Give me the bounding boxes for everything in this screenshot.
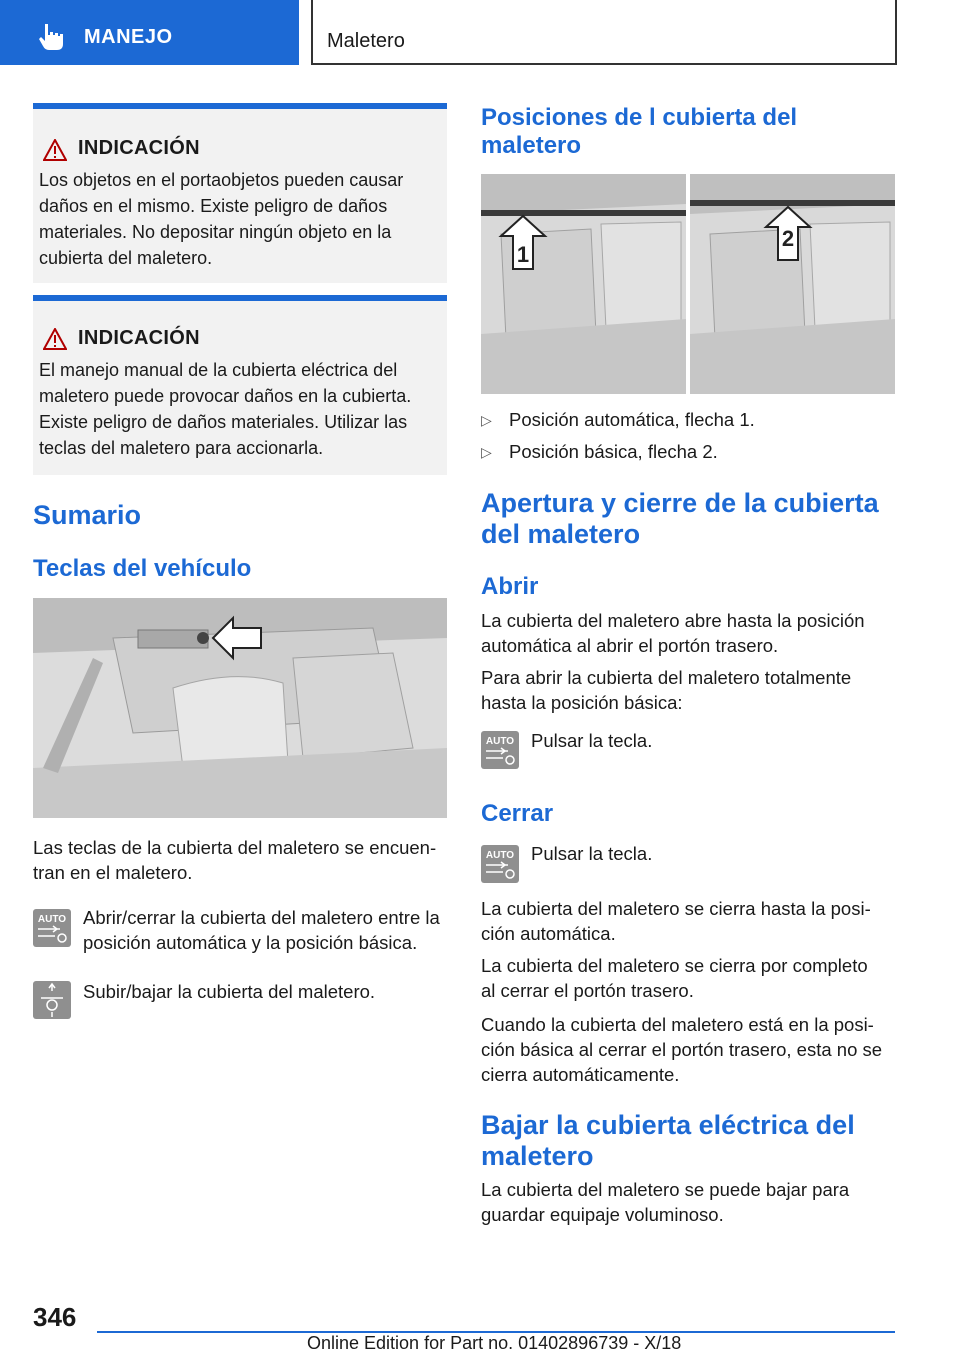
svg-text:2: 2 (781, 226, 795, 251)
section-header (311, 0, 897, 65)
abrir-key-text: Pulsar la tecla. (531, 730, 653, 751)
cerrar-paragraph: Cuando la cubierta del maletero está en la posi- ción básica al cerrar el portón trasero, esta no se cierra automáticamente. (481, 1014, 883, 1085)
svg-text:1: 1 (516, 242, 530, 267)
auto-key-icon (481, 731, 519, 769)
chapter-tab[interactable] (0, 0, 299, 65)
page-number: 346 (33, 1302, 77, 1332)
auto-key-icon (481, 845, 519, 883)
section-heading-sumario: Sumario (33, 500, 142, 530)
svg-text:AUTO: AUTO (485, 736, 515, 747)
bajar-heading: Bajar la cubierta eléctrica del maletero (481, 1110, 855, 1171)
warning-icon (43, 328, 67, 350)
subheading-vehicle-keys: Teclas del vehículo (33, 555, 252, 582)
section-label: Maletero (327, 30, 405, 52)
triangle-bullet-icon: ▷ (481, 412, 492, 428)
hand-pointer-icon (36, 22, 66, 52)
notice-box (33, 295, 447, 475)
abrir-paragraph: Para abrir la cubierta del maletero totalmente hasta la posición básica: (481, 667, 852, 713)
notice-title: INDICACIÓN (78, 137, 200, 159)
svg-text:AUTO: AUTO (485, 850, 515, 861)
key-description: Abrir/cerrar la cubierta del maletero entre la posición automática y la posición básica. (83, 907, 440, 953)
notice-text: Los objetos en el portaobjetos pueden causar daños en el mismo. Existe peligro de daños materiales. No depositar ningún objeto en la cubierta del maletero. (39, 170, 404, 268)
cerrar-key-text: Pulsar la tecla. (531, 843, 653, 864)
cover-updown-key-icon (33, 981, 71, 1019)
cover-position-2-photo (690, 174, 895, 394)
notice-title: INDICACIÓN (78, 327, 200, 349)
triangle-bullet-icon: ▷ (481, 444, 492, 460)
notice-text: El manejo manual de la cubierta eléctrica del maletero puede provocar daños en la cubierta. Existe peligro de daños materiales. Utilizar las teclas del maletero para accionarla. (39, 360, 412, 458)
positions-heading: Posiciones de l cubierta del maletero (481, 104, 798, 159)
svg-text:AUTO: AUTO (37, 914, 67, 925)
cerrar-paragraph: La cubierta del maletero se cierra por completo al cerrar el portón trasero. (481, 955, 868, 1001)
trunk-keys-photo (33, 598, 447, 818)
cover-position-1-photo (481, 174, 686, 394)
abrir-paragraph: La cubierta del maletero abre hasta la posición automática al abrir el portón trasero. (481, 610, 865, 656)
footer-edition: Online Edition for Part no. 01402896739 - X/18 (307, 1333, 682, 1353)
warning-icon (43, 139, 67, 161)
chapter-label: MANEJO (84, 26, 173, 48)
open-close-heading: Apertura y cierre de la cubierta del maletero (481, 488, 879, 549)
intro-text: Las teclas de la cubierta del maletero se encuen- tran en el maletero. (33, 837, 437, 883)
notice-box (33, 103, 447, 283)
key-description: Subir/bajar la cubierta del maletero. (83, 981, 376, 1002)
bajar-paragraph: La cubierta del maletero se puede bajar para guardar equipaje voluminoso. (481, 1179, 850, 1225)
abrir-heading: Abrir (481, 573, 539, 600)
cerrar-heading: Cerrar (481, 800, 554, 827)
auto-cover-key-icon (33, 909, 71, 947)
cerrar-paragraph: La cubierta del maletero se cierra hasta la posi- ción automática. (481, 898, 871, 944)
